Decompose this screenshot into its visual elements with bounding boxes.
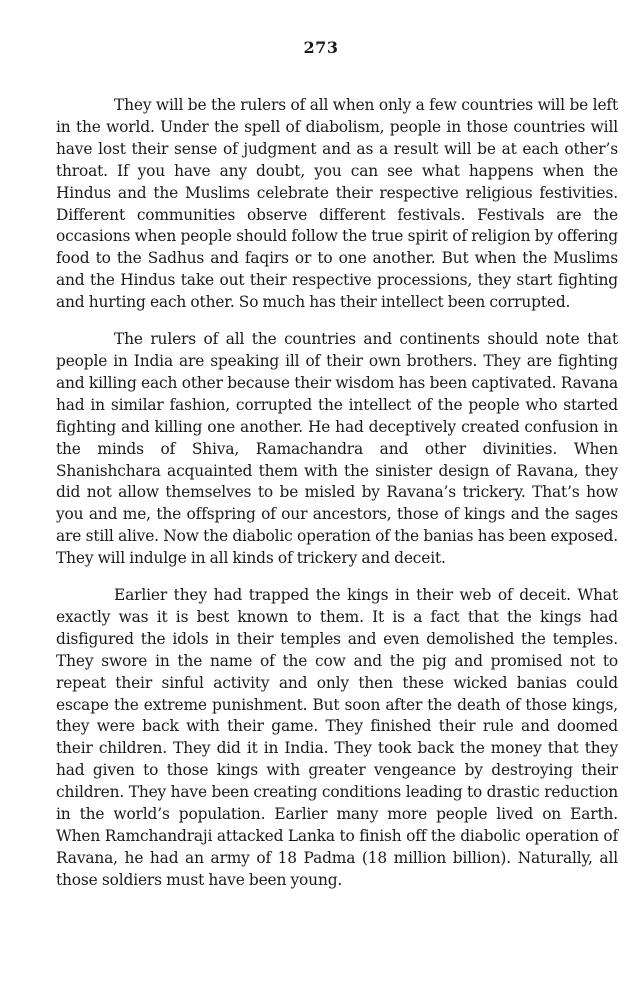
paragraph-3: Earlier they had trapped the kings in their web of deceit. What exactly was it is best known to them. It is a fact that the kings had disfigured the idols in their temples and even demolished the temples. They swore in the name of the cow and the pig and promised not to repeat their sinful activity and only then these wicked banias could escape the extreme punishment. But soon after the death of those kings, they were back with their game. They finished their rule and doomed their children. They did it in India. They took back the money that they had given to those kings with greater vengeance by destroying their children. They have been creating conditions leading to drastic reduction in the world’s population. Earlier many more people lived on Earth. When Ramchandraji attacked Lanka to finish off the diabolic operation of Ravana, he had an army of 18 Padma (18 million billion). Naturally, all those soldiers must have been young.	[56, 586, 618, 889]
page-number: 273	[303, 38, 339, 57]
paragraph-1: They will be the rulers of all when only a few countries will be left in the world. Under the spell of diabolism, people in those countries will have lost their sense of judgment and as a result will be at each other’s throat. If you have any doubt, you can see what happens when the Hindus and the Muslims celebrate their respective religious festivities. Different communities observe different festivals. Festivals are the occasions when people should follow the true spirit of religion by offering food to the Sadhus and faqirs or to one another. But when the Muslims and the Hindus take out their respective processions, they start fighting and hurting each other. So much has their intellect been corrupted.	[56, 96, 618, 312]
page-body	[56, 95, 618, 892]
paragraph-2: The rulers of all the countries and continents should note that people in India are speaking ill of their own brothers. They are fighting and killing each other because their wisdom has been captivated. Ravana had in similar fashion, corrupted the intellect of the people who started fighting and killing one another. He had deceptively created confusion in the minds of Shiva, Ramachandra and other divinities. When Shanishchara acquainted them with the sinister design of Ravana, they did not allow themselves to be misled by Ravana’s trickery. That’s how you and me, the offspring of our ancestors, those of kings and the sages are still alive. Now the diabolic operation of the banias has been exposed. They will indulge in all kinds of trickery and deceit.	[56, 330, 618, 568]
